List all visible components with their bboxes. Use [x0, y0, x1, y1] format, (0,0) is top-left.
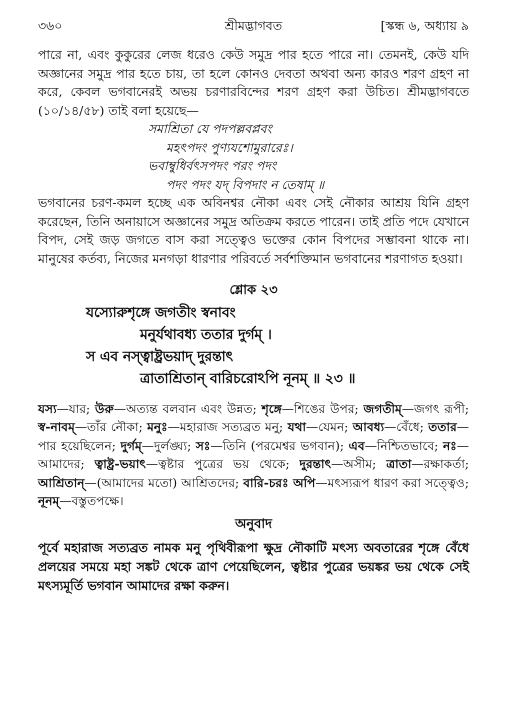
synonym-meaning: —অত্যন্ত বলবান এবং উন্নত;: [113, 402, 262, 416]
synonym-word: আবধ্য: [352, 420, 385, 435]
synonym-word: নঃ: [443, 438, 457, 453]
translation-paragraph: পূর্বে মহারাজ সত্যব্রত নামক মনু পৃথিবীরূপা ক্ষুদ্র নৌকাটি মৎস্য অবতারের শৃঙ্গে বেঁধে প্রলয়ের সময়ে মহা সঙ্কট থেকে ত্রাণ পেয়েছিলেন, ত্বষ্টার পুত্রের ভয়ঙ্কর ভয় থেকে সেই মৎস্যমূর্তি ভগবান আমাদের রক্ষা করুন।: [38, 540, 469, 594]
page-body: [38, 46, 469, 595]
sloka-line: যস্যোরুশৃঙ্গে জগতীং স্বনাবং: [86, 305, 236, 321]
synonym-word: ত্রাতা: [386, 457, 412, 472]
synonym-word: এব: [348, 438, 365, 453]
synonym-word: দুরন্তাৎ: [299, 457, 332, 472]
page-number: ৩৬০: [38, 18, 63, 33]
book-title: শ্রীমদ্ভাগবত: [224, 18, 283, 33]
synonym-word: উরু: [95, 402, 114, 416]
quoted-verse-line: পদং পদং যদ্ বিপদাং ন তেষাম্ ॥: [166, 176, 325, 192]
quoted-verse-line: ভবাম্বুধির্বৎসপদং পরং পদং: [148, 158, 277, 173]
sloka-line: ত্রাতাশ্রিতান্ বারিচরোঽপি নূনম্ ॥ ২৩ ॥: [140, 371, 356, 387]
page-header: [38, 18, 469, 36]
synonym-word: আশ্রিতান্: [38, 475, 85, 490]
synonym-meaning: —তাঁর নৌকা;: [74, 420, 148, 435]
sloka-verse: [38, 302, 469, 390]
translation-heading: অনুবাদ: [235, 517, 272, 533]
purport-paragraph-1: পারে না, এবং কুকুরের লেজ ধরেও কেউ সমুদ্র পার হতে পারে না। তেমনই, কেউ যদি অজ্ঞানের সমুদ্র পার হতে চায়, তা হলে কোনও দেবতা অথবা অন্য কারও শরণ গ্রহণ না করে, কেবল ভগবানেরই অভয় চরণারবিন্দের শরণ গ্রহণ করা উচিত। শ্রীমদ্ভাগবতে (১০/১৪/৫৮) তাই বলা হয়েছে—: [38, 47, 469, 118]
sloka-line: স এব নস্ত্বাষ্ট্রভয়াদ্ দুরন্তাৎ: [86, 349, 234, 365]
synonym-meaning: —মৎস্যরূপ ধারণ করা সত্ত্বেও;: [315, 475, 469, 490]
sloka-heading: শ্লোক ২৩: [229, 283, 278, 298]
synonym-meaning: —ত্বষ্টার পুত্রের ভয় থেকে;: [145, 457, 300, 472]
purport-paragraph-2: ভগবানের চরণ-কমল হচ্ছে এক অবিনশ্বর নৌকা এবং সেই নৌকার আশ্রয় যিনি গ্রহণ করেছেন, তিনি অনায়াসে অজ্ঞানের সমুদ্র অতিক্রম করতে পারেন। তাই প্রতি পদে যেখানে বিপদ, সেই জড় জগতে বাস করা সত্ত্বেও ভক্তের কোন বিপদের সম্ভাবনা থাকে না। মানুষের কর্তব্য, নিজের মনগড়া ধারণার পরিবর্তে সর্বশক্তিমান ভগবানের শরণাগত হওয়া।: [38, 195, 469, 266]
synonym-meaning: —পার হয়েছিলেন;: [38, 420, 469, 453]
synonym-meaning: —বস্তুতপক্ষে।: [59, 494, 124, 509]
synonym-meaning: —আমাদের;: [38, 438, 469, 472]
synonym-meaning: —(আমাদের মতো) আশ্রিতদের;: [84, 475, 244, 490]
chapter-reference: [স্কন্ধ ৬, অধ্যায় ৯: [380, 18, 469, 33]
synonym-word: শৃঙ্গে: [261, 402, 282, 416]
quoted-verse: [148, 120, 469, 194]
synonym-meaning: —নিশ্চিতভাবে;: [364, 438, 444, 453]
synonym-meaning: —যেমন;: [306, 420, 353, 435]
synonym-meaning: —জগৎ রূপী;: [401, 402, 470, 416]
synonym-meaning: —রক্ষাকর্তা;: [411, 457, 469, 472]
synonym-word: সঃ: [195, 438, 211, 453]
synonym-meaning: —দুর্লঙ্ঘ্য;: [141, 438, 196, 453]
synonym-word: স্ব-নাবম্: [38, 420, 75, 435]
synonym-meaning: —অসীম;: [331, 457, 387, 472]
synonyms-paragraph: [38, 400, 469, 510]
synonym-word: ত্বাষ্ট্র-ভয়াৎ: [94, 457, 146, 472]
synonym-word: দুর্গম্: [120, 438, 142, 453]
synonym-meaning: —বেঁধে;: [384, 420, 429, 435]
synonym-meaning: —শিঙের উপর;: [281, 402, 364, 416]
quoted-verse-line: সমাশ্রিতা যে পদপল্লবপ্লবং: [148, 121, 272, 136]
quoted-verse-line: মহৎপদং পুণ্যযশোমুরারেঃ।: [166, 139, 293, 155]
sloka-line: মনুর্যথাবধ্য ততার দুর্গম্ ।: [140, 327, 272, 343]
synonym-word: নূনম্: [38, 494, 60, 509]
synonym-word: জগতীম্: [363, 402, 402, 416]
synonym-word: ততার: [428, 420, 457, 435]
synonym-word: যস্য: [38, 402, 57, 416]
synonym-meaning: —মহারাজ সত্যব্রত মনু;: [167, 420, 288, 435]
synonym-meaning: —তিনি (পরমেশ্বর ভগবান);: [210, 438, 349, 453]
synonym-word: বারি-চরঃ অপি: [243, 475, 316, 490]
synonym-word: যথা: [287, 420, 307, 435]
synonym-word: মনুঃ: [147, 420, 168, 435]
synonym-meaning: —যার;: [56, 402, 96, 416]
